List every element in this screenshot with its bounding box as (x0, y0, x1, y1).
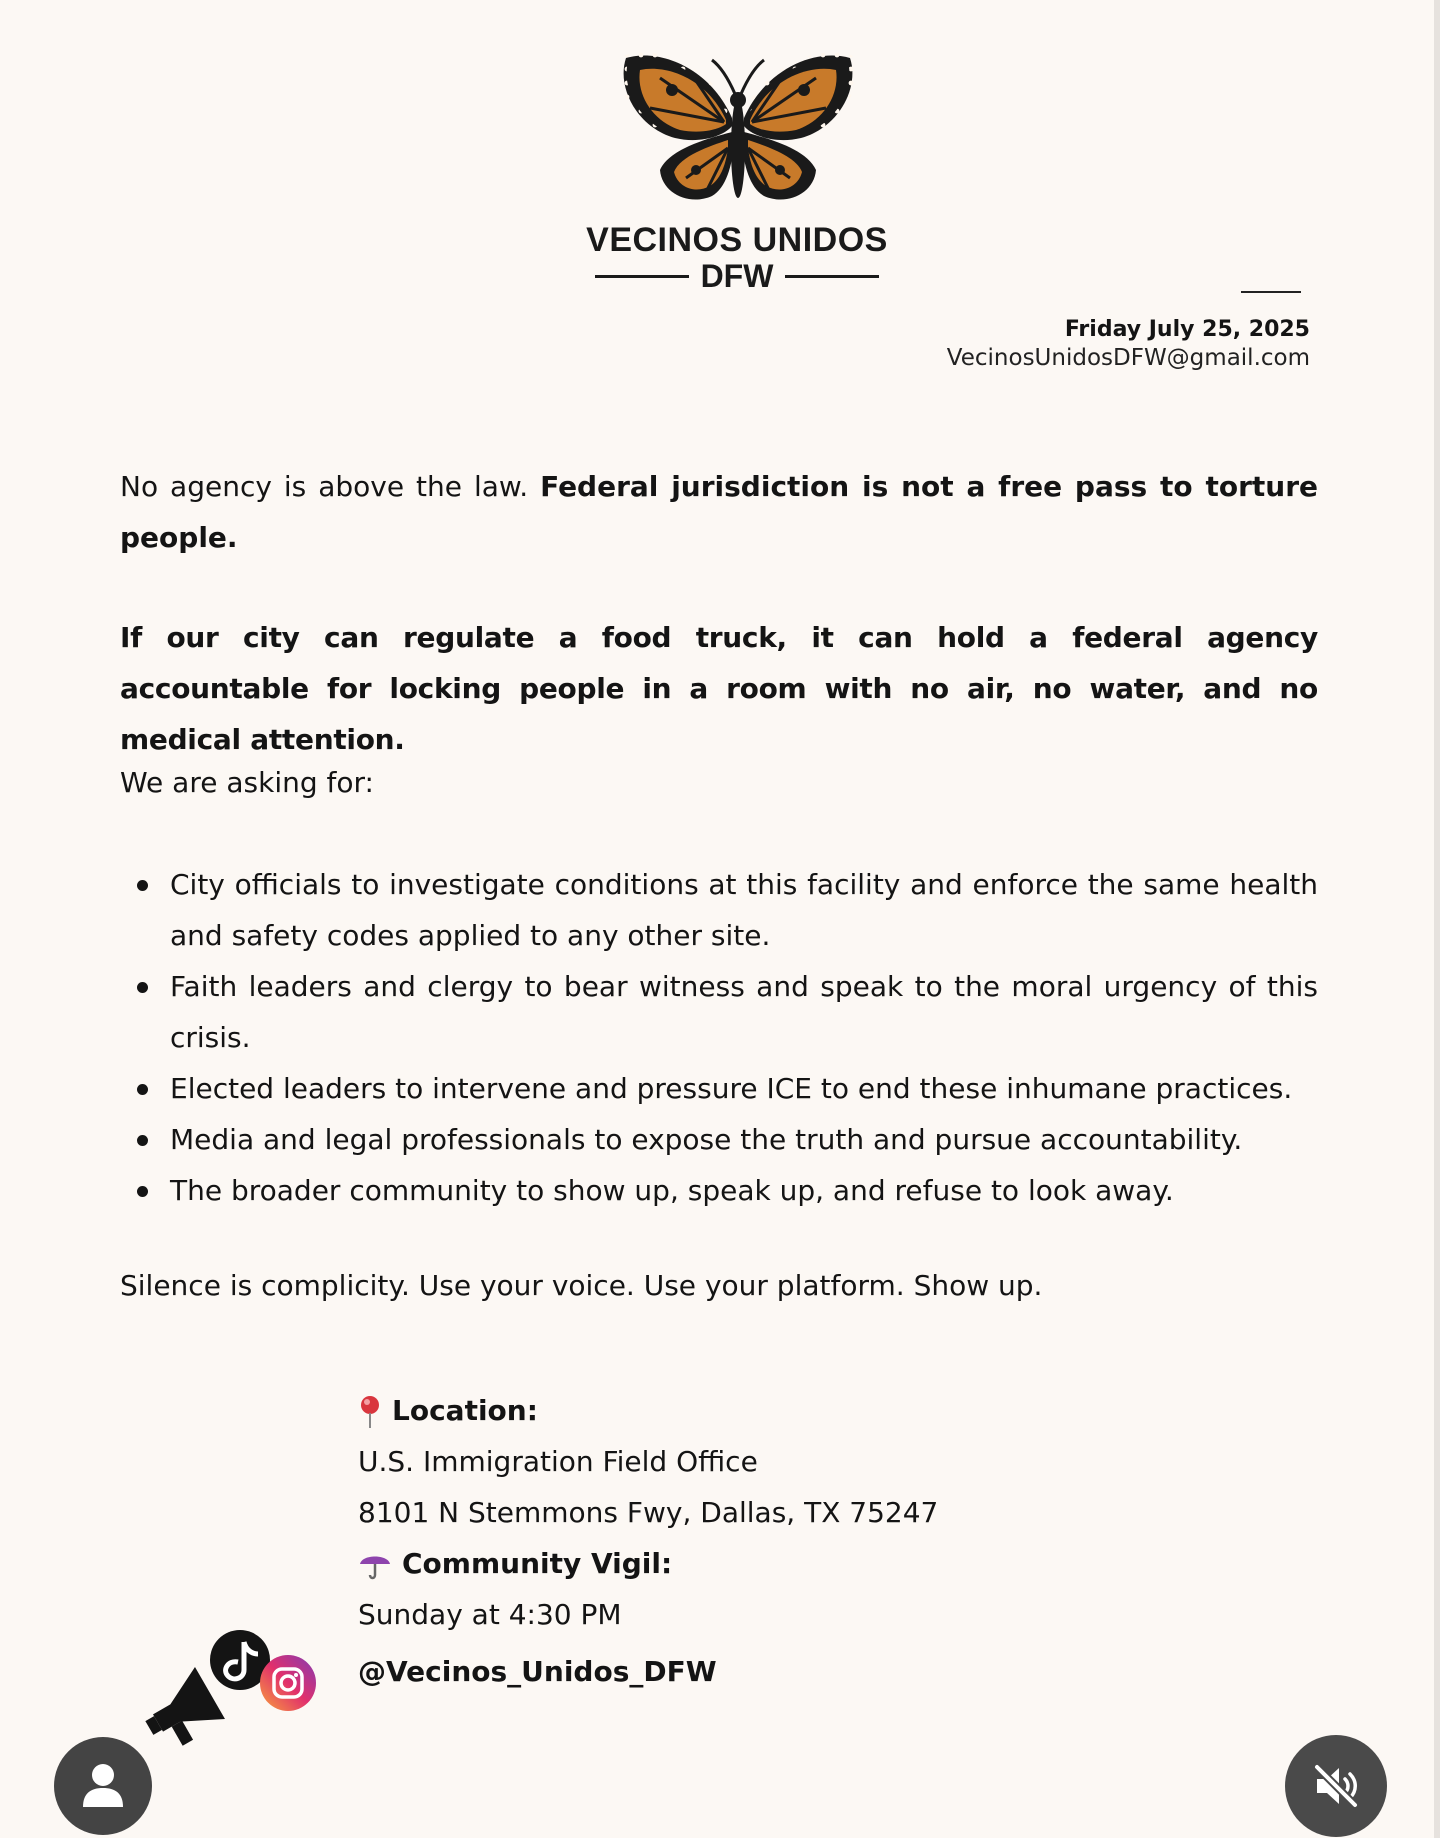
requests-list (120, 859, 1318, 1216)
vigil-heading (358, 1538, 1158, 1589)
vigil-time: Sunday at 4:30 PM (358, 1598, 622, 1631)
letter-date: Friday July 25, 2025 (1064, 317, 1310, 342)
list-item: City officials to investigate conditions at this facility and enforce the same health and safety codes applied to any other site. (120, 859, 1318, 961)
muted-speaker-icon (1311, 1761, 1361, 1811)
social-handle[interactable]: @Vecinos_Unidos_DFW (358, 1655, 717, 1688)
brand-name: VECINOS UNIDOS (586, 221, 888, 259)
location-label: Location: (392, 1394, 538, 1427)
right-edge (1434, 0, 1440, 1838)
list-item: Faith leaders and clergy to bear witness and speak to the moral urgency of this crisis. (120, 961, 1318, 1063)
vigil-label: Community Vigil: (402, 1547, 673, 1580)
intro-text: No agency is above the law. (120, 470, 541, 503)
instagram-icon (260, 1655, 316, 1711)
brand-sub-label: DFW (700, 257, 774, 294)
divider (785, 275, 879, 278)
list-item: The broader community to show up, speak up, and refuse to look away. (120, 1165, 1318, 1216)
mute-button[interactable] (1285, 1735, 1387, 1837)
location-address: 8101 N Stemmons Fwy, Dallas, TX 75247 (358, 1496, 939, 1529)
closing-paragraph: Silence is complicity. Use your voice. Use your platform. Show up. (120, 1269, 1043, 1302)
location-heading (358, 1385, 1158, 1436)
intro-paragraph (120, 461, 1318, 563)
umbrella-icon (358, 1550, 392, 1580)
profile-button[interactable] (54, 1737, 152, 1835)
list-item: Media and legal professionals to expose the truth and pursue accountability. (120, 1114, 1318, 1165)
divider (1241, 291, 1301, 293)
pin-icon (358, 1395, 382, 1429)
megaphone-icon (140, 1667, 226, 1756)
monarch-butterfly-icon (620, 48, 856, 208)
contact-email[interactable]: VecinosUnidosDFW@gmail.com (946, 345, 1310, 371)
intro-emphasis: Federal jurisdiction is not a free pass to torture people. (120, 470, 1318, 554)
brand-subtitle (560, 258, 914, 294)
accountability-paragraph: If our city can regulate a food truck, it can hold a federal agency accountable for locking people in a room with no air, no water, and no medical attention. (120, 621, 1318, 756)
divider (595, 275, 689, 278)
requests-heading: We are asking for: (120, 766, 374, 799)
user-icon (81, 1763, 125, 1809)
list-item: Elected leaders to intervene and pressure ICE to end these inhumane practices. (120, 1063, 1318, 1114)
social-promo-graphic (140, 1628, 320, 1758)
location-name: U.S. Immigration Field Office (358, 1445, 758, 1478)
